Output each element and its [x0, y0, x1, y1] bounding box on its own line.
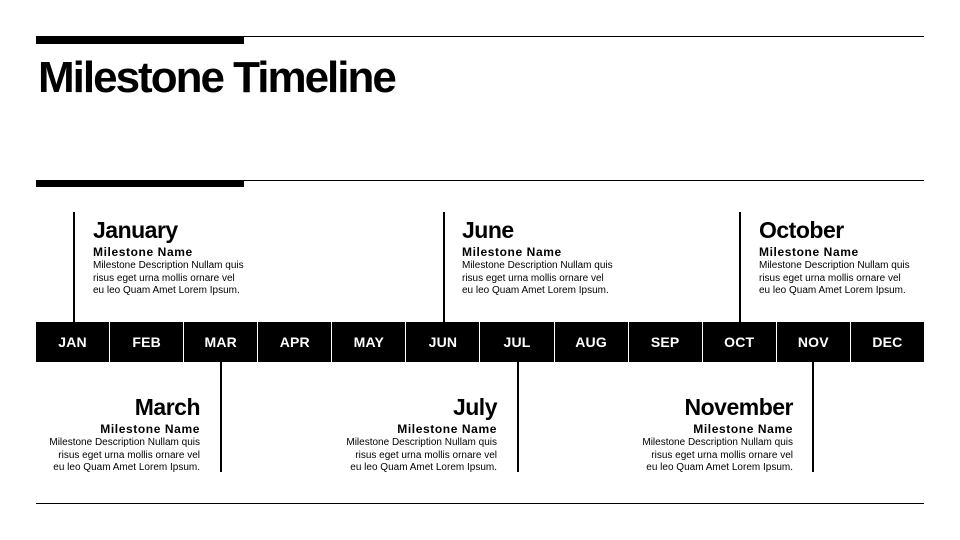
milestone-month-title: January — [93, 217, 178, 243]
top-accent-bar — [36, 37, 244, 44]
milestone-month-title: March — [134, 394, 200, 420]
month-cell-sep: SEP — [628, 322, 702, 362]
milestone-month-title: July — [452, 394, 497, 420]
month-cell-jul: JUL — [479, 322, 553, 362]
stem-july — [517, 362, 519, 472]
milestone-march — [40, 394, 200, 475]
stem-march — [220, 362, 222, 472]
stem-june — [443, 212, 445, 322]
month-cell-apr: APR — [257, 322, 331, 362]
month-cell-jan: JAN — [58, 334, 87, 350]
month-cell-aug: AUG — [554, 322, 628, 362]
milestone-description: Milestone Description Nullam quis risus eget urna mollis ornare vel eu leo Quam Amet Lorem Ipsum. — [93, 260, 244, 296]
milestone-name: Milestone Name — [93, 245, 193, 259]
milestone-january — [93, 217, 253, 298]
month-cell-may: MAY — [331, 322, 405, 362]
milestone-description: Milestone Description Nullam quis risus eget urna mollis ornare vel eu leo Quam Amet Lorem Ipsum. — [642, 437, 793, 473]
milestone-month-title: June — [462, 217, 514, 243]
milestone-name: Milestone Name — [462, 245, 562, 259]
milestone-july — [337, 394, 497, 475]
milestone-month-title: November — [684, 394, 793, 420]
month-cell-feb: FEB — [109, 322, 183, 362]
milestone-name: Milestone Name — [759, 245, 859, 259]
milestone-june — [462, 217, 622, 298]
month-cell-dec: DEC — [850, 322, 924, 362]
milestone-description: Milestone Description Nullam quis risus eget urna mollis ornare vel eu leo Quam Amet Lorem Ipsum. — [49, 437, 200, 473]
milestone-name: Milestone Name — [100, 422, 200, 436]
month-cell-mar: MAR — [183, 322, 257, 362]
month-cell-nov: NOV — [776, 322, 850, 362]
milestone-name: Milestone Name — [693, 422, 793, 436]
milestone-description: Milestone Description Nullam quis risus eget urna mollis ornare vel eu leo Quam Amet Lorem Ipsum. — [346, 437, 497, 473]
stem-january — [73, 212, 75, 322]
milestone-month-title: October — [759, 217, 844, 243]
page-title: Milestone Timeline — [38, 53, 395, 102]
milestone-description: Milestone Description Nullam quis risus eget urna mollis ornare vel eu leo Quam Amet Lorem Ipsum. — [462, 260, 613, 296]
milestone-november — [633, 394, 793, 475]
month-cell-jun: JUN — [405, 322, 479, 362]
section-accent-bar — [36, 180, 244, 187]
stem-november — [812, 362, 814, 472]
stem-october — [739, 212, 741, 322]
milestone-october — [759, 217, 919, 298]
month-cell-oct: OCT — [702, 322, 776, 362]
month-bar — [36, 322, 924, 362]
bottom-divider-line — [36, 503, 924, 504]
milestone-name: Milestone Name — [397, 422, 497, 436]
milestone-description: Milestone Description Nullam quis risus eget urna mollis ornare vel eu leo Quam Amet Lorem Ipsum. — [759, 260, 910, 296]
